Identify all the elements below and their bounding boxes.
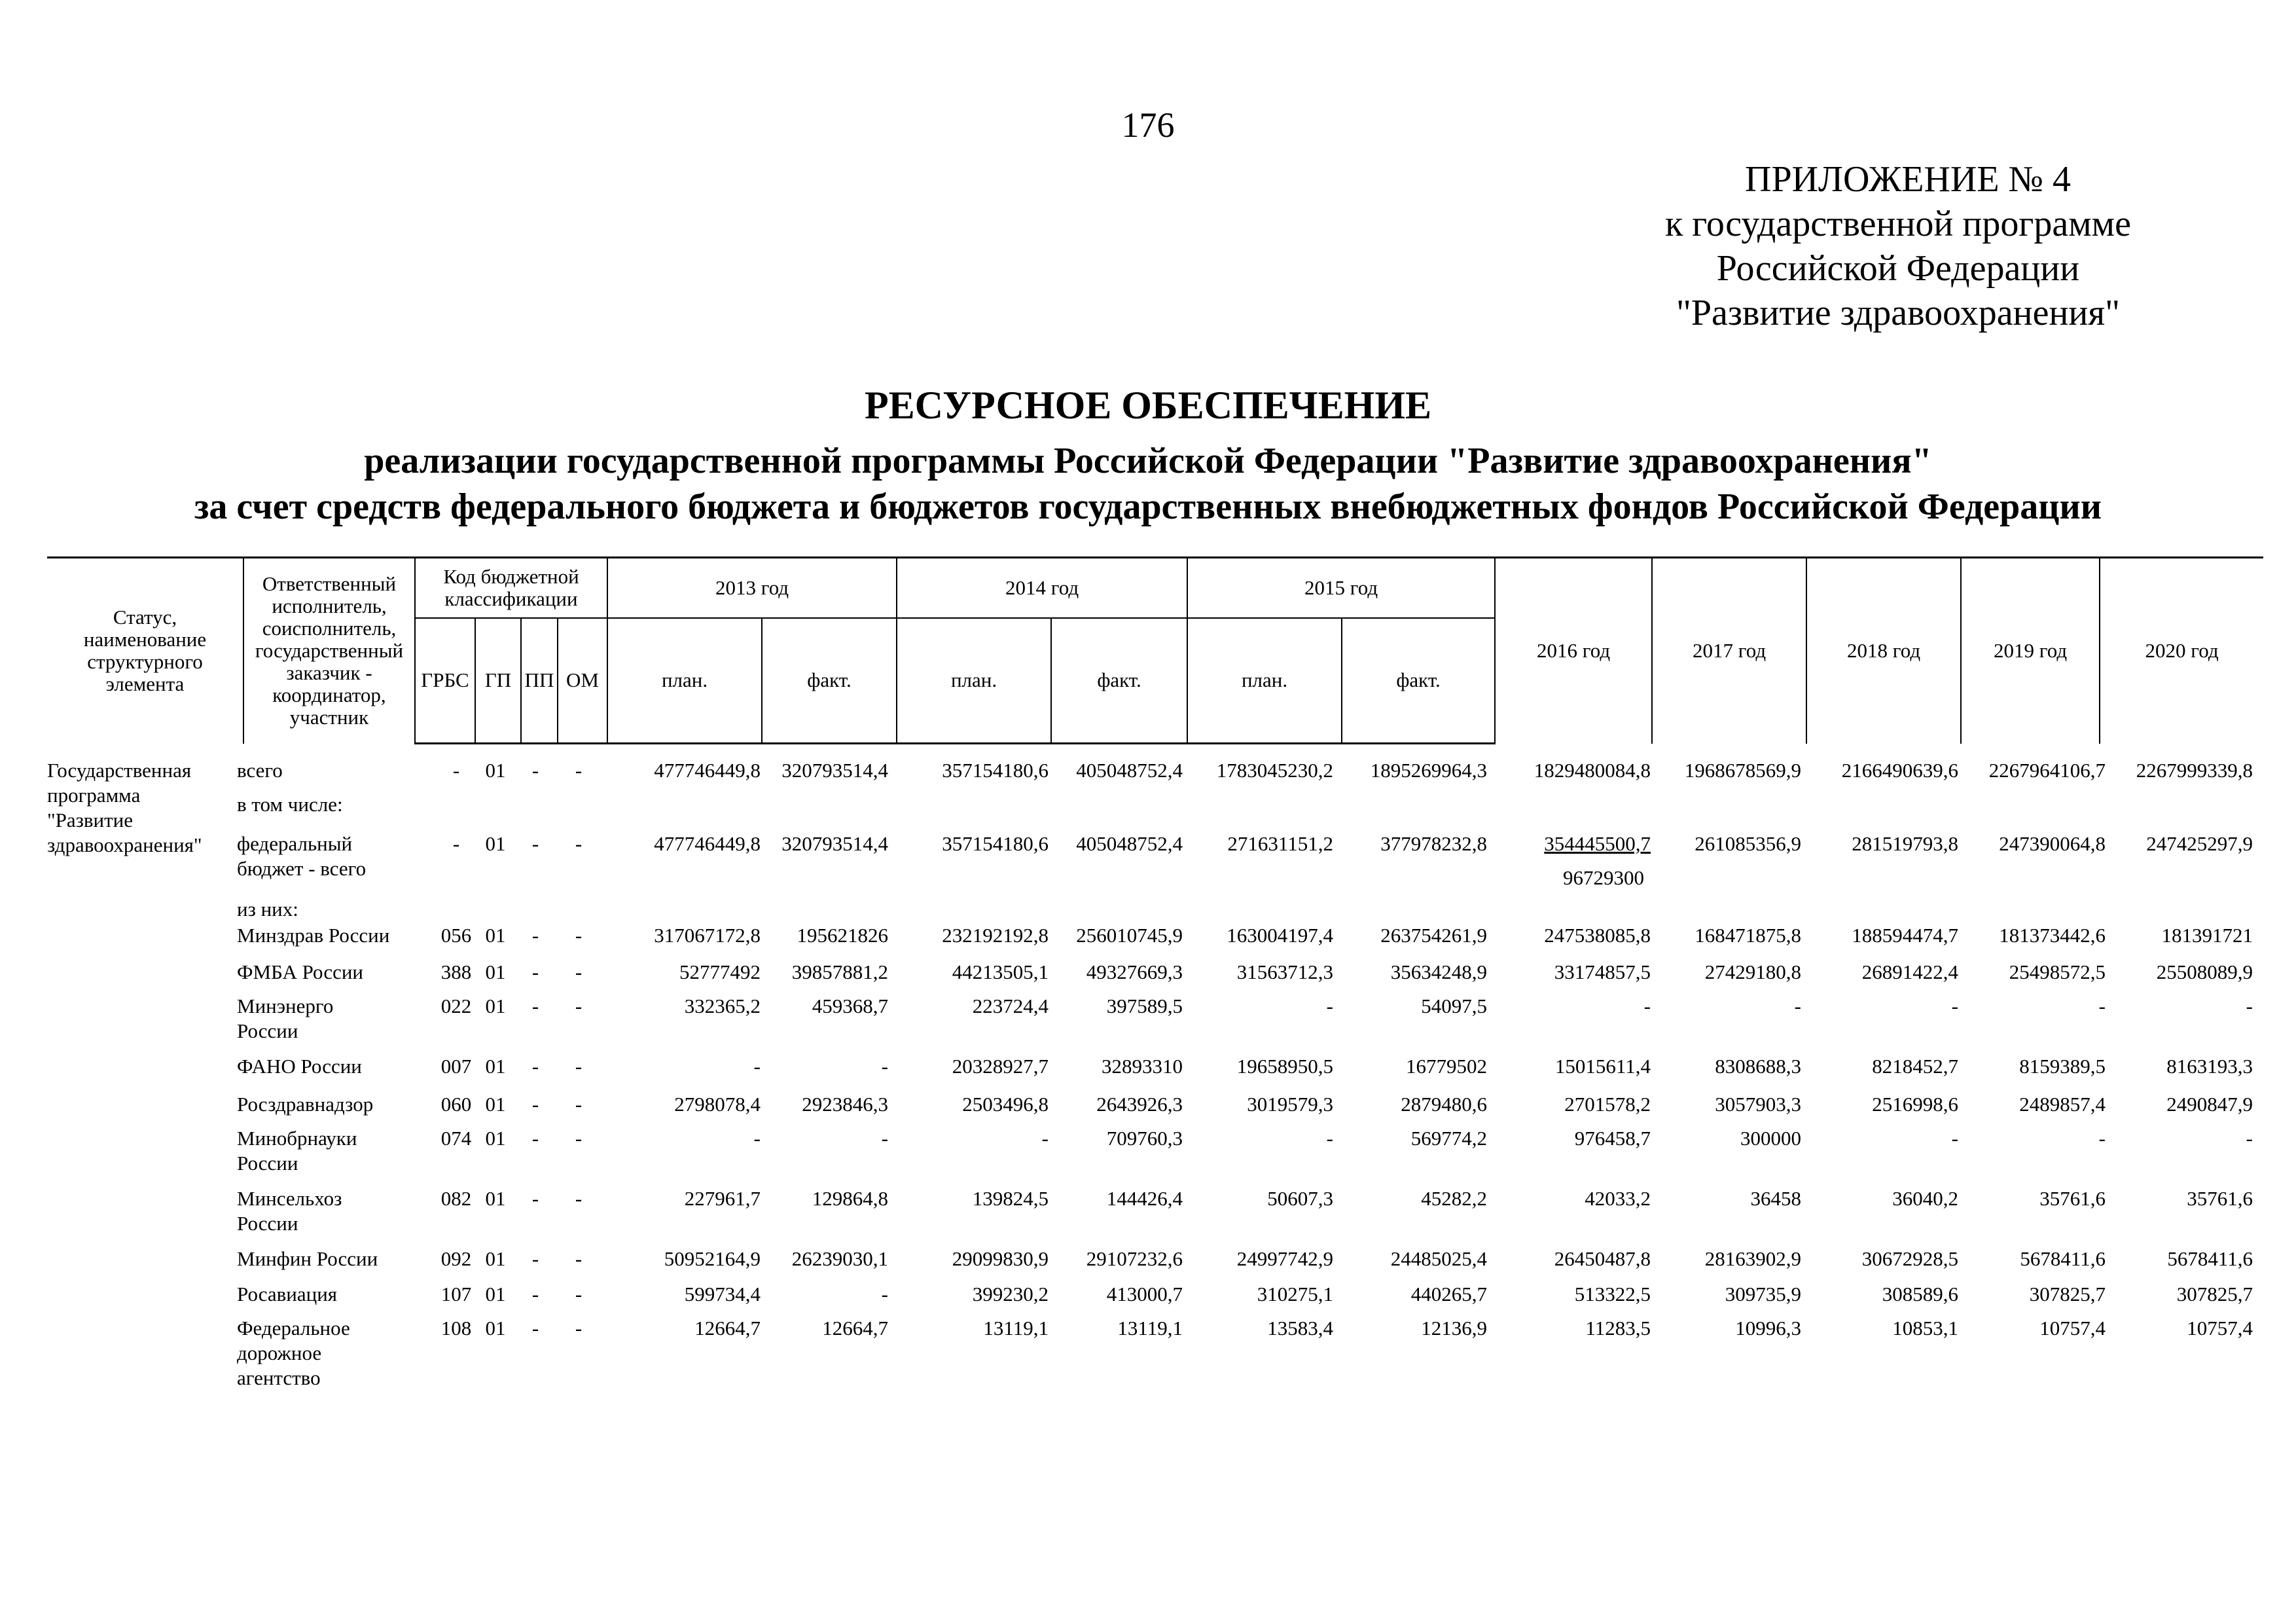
- cell-value: 188594474,7: [1852, 924, 1958, 947]
- cell-gp: 01: [485, 1317, 506, 1340]
- cell-value: 440265,7: [1410, 1283, 1487, 1305]
- cell-value: 5678411,6: [2020, 1247, 2106, 1270]
- cell-grbs: 108: [440, 1317, 472, 1340]
- cell-grbs: 060: [440, 1093, 472, 1116]
- cell-value: 2267964106,7: [1988, 759, 2106, 782]
- appendix-block: [1571, 157, 2225, 335]
- cell-value: 2798078,4: [674, 1093, 761, 1116]
- cell-value: 26239030,1: [791, 1247, 888, 1270]
- col-2017: 2017 год: [1652, 558, 1806, 744]
- col-executor: Ответственный исполнитель, соисполнитель, государственный заказчик - координатор, участник: [243, 558, 415, 744]
- cell-om: -: [575, 1055, 583, 1078]
- cell-pp: -: [531, 1283, 539, 1305]
- col-2013-plan: план.: [607, 618, 762, 744]
- cell-value: 12136,9: [1421, 1317, 1487, 1340]
- cell-value: 25498572,5: [2009, 960, 2106, 983]
- cell-value: 223724,4: [972, 994, 1049, 1017]
- cell-value: -: [1951, 1127, 1958, 1150]
- cell-value: 308589,6: [1882, 1283, 1958, 1305]
- cell-value: 307825,7: [2029, 1283, 2106, 1305]
- cell-value: 513322,5: [1574, 1283, 1651, 1305]
- cell-gp: 01: [485, 759, 506, 782]
- cell-value: 10853,1: [1892, 1317, 1958, 1340]
- cell-value: -: [1326, 1127, 1333, 1150]
- cell-om: -: [575, 1247, 583, 1270]
- cell-pp: -: [531, 924, 539, 947]
- cell-value: 44213505,1: [952, 960, 1049, 983]
- cell-pp: -: [531, 994, 539, 1017]
- executor-name: Минсельхоз России: [237, 1187, 342, 1235]
- cell-om: -: [575, 1093, 583, 1116]
- cell-value: -: [881, 1283, 888, 1305]
- cell-value: 35761,6: [2187, 1187, 2253, 1210]
- cell-om: -: [575, 759, 583, 782]
- cell-value: 26891422,4: [1861, 960, 1958, 983]
- cell-grbs: 074: [440, 1127, 472, 1150]
- cell-pp: -: [531, 1247, 539, 1270]
- cell-value: 36040,2: [1892, 1187, 1958, 1210]
- cell-value: 5678411,6: [2167, 1247, 2253, 1270]
- cell-value: 2879480,6: [1401, 1093, 1487, 1116]
- cell-pp: -: [531, 759, 539, 782]
- cell-value: 354445500,7: [1544, 832, 1651, 855]
- cell-pp: -: [531, 1187, 539, 1210]
- cell-om: -: [575, 1317, 583, 1340]
- cell-value: 10757,4: [2187, 1317, 2253, 1340]
- cell-value: 377978232,8: [1380, 832, 1487, 855]
- document-subtitle-2: за счет средств федерального бюджета и бюджетов государственных внебюджетных фондов Российской Федерации: [194, 486, 2102, 527]
- page-number: 176: [1121, 105, 1175, 145]
- cell-grbs: 092: [440, 1247, 472, 1270]
- status-line: Государственная: [47, 759, 192, 782]
- col-2014: 2014 год: [897, 558, 1187, 618]
- cell-om: -: [575, 960, 583, 983]
- cell-value: 10996,3: [1735, 1317, 1801, 1340]
- cell-value: 129864,8: [812, 1187, 888, 1210]
- cell-value: 397589,5: [1106, 994, 1183, 1017]
- cell-value: 10757,4: [2039, 1317, 2106, 1340]
- cell-grbs: 007: [440, 1055, 472, 1078]
- col-2018: 2018 год: [1806, 558, 1961, 744]
- cell-value: 2516998,6: [1872, 1093, 1958, 1116]
- col-2014-fact: факт.: [1051, 618, 1187, 744]
- cell-gp: 01: [485, 994, 506, 1017]
- col-2013: 2013 год: [607, 558, 897, 618]
- executor-name: в том числе:: [237, 793, 343, 816]
- cell-value: 50607,3: [1267, 1187, 1333, 1210]
- cell-value: 8163193,3: [2166, 1055, 2253, 1078]
- cell-value: 29107232,6: [1086, 1247, 1183, 1270]
- cell-value: 54097,5: [1421, 994, 1487, 1017]
- col-2019: 2019 год: [1961, 558, 2100, 744]
- executor-name: ФМБА России: [237, 960, 364, 983]
- cell-value: 50952164,9: [664, 1247, 761, 1270]
- cell-value: 3057903,3: [1715, 1093, 1801, 1116]
- cell-value: -: [1643, 994, 1651, 1017]
- cell-value: -: [2246, 1127, 2253, 1150]
- cell-value: 1783045230,2: [1216, 759, 1333, 782]
- cell-value: 13119,1: [1117, 1317, 1183, 1340]
- cell-value: 247538085,8: [1544, 924, 1651, 947]
- cell-grbs: -: [452, 759, 460, 782]
- cell-grbs: 107: [440, 1283, 472, 1305]
- executor-name: ФАНО России: [237, 1055, 362, 1078]
- cell-om: -: [575, 924, 583, 947]
- cell-value: 33174857,5: [1554, 960, 1651, 983]
- cell-value: 307825,7: [2176, 1283, 2253, 1305]
- cell-value: 459368,7: [812, 994, 888, 1017]
- cell-value: -: [1794, 994, 1801, 1017]
- executor-name: федеральный бюджет - всего: [237, 832, 367, 880]
- cell-pp: -: [531, 1093, 539, 1116]
- cell-value: 13583,4: [1267, 1317, 1333, 1340]
- cell-value: 11283,5: [1585, 1317, 1651, 1340]
- cell-value: 2643926,3: [1096, 1093, 1183, 1116]
- cell-value: 599734,4: [684, 1283, 761, 1305]
- cell-grbs: 056: [440, 924, 472, 947]
- cell-value: 1968678569,9: [1684, 759, 1801, 782]
- cell-value: 357154180,6: [942, 759, 1049, 782]
- col-2014-plan: план.: [897, 618, 1051, 744]
- cell-value: 30672928,5: [1861, 1247, 1958, 1270]
- cell-value: 181391721: [2161, 924, 2253, 947]
- cell-value: 320793514,4: [781, 832, 888, 855]
- cell-value: 19658950,5: [1236, 1055, 1333, 1078]
- cell-om: -: [575, 1127, 583, 1150]
- cell-value: 405048752,4: [1076, 832, 1183, 855]
- cell-grbs: -: [452, 832, 460, 855]
- appendix-title: ПРИЛОЖЕНИЕ № 4: [1745, 159, 2071, 200]
- cell-value: 357154180,6: [942, 832, 1049, 855]
- cell-value-annotation: 96729300: [1563, 866, 1644, 889]
- cell-gp: 01: [485, 1127, 506, 1150]
- document-subtitle-1: реализации государственной программы Российской Федерации "Развитие здравоохранения": [364, 441, 1932, 481]
- col-pp: ПП: [521, 618, 558, 744]
- cell-value: 477746449,8: [654, 759, 761, 782]
- cell-value: -: [2098, 994, 2106, 1017]
- executor-name: Минздрав России: [237, 924, 390, 947]
- cell-value: 45282,2: [1421, 1187, 1487, 1210]
- cell-gp: 01: [485, 924, 506, 947]
- executor-name: Минобрнауки России: [237, 1127, 357, 1175]
- cell-value: 8308688,3: [1715, 1055, 1801, 1078]
- cell-value: 261085356,9: [1695, 832, 1801, 855]
- cell-value: 13119,1: [983, 1317, 1049, 1340]
- cell-value: 232192192,8: [942, 924, 1049, 947]
- cell-grbs: 082: [440, 1187, 472, 1210]
- cell-om: -: [575, 1283, 583, 1305]
- cell-value: -: [1326, 994, 1333, 1017]
- cell-value: 317067172,8: [654, 924, 761, 947]
- cell-value: -: [881, 1127, 888, 1150]
- cell-value: 1829480084,8: [1534, 759, 1651, 782]
- cell-value: 16779502: [1406, 1055, 1487, 1078]
- executor-name: Минэнерго России: [237, 994, 334, 1042]
- executor-name: Росздравнадзор: [237, 1093, 374, 1116]
- cell-value: 195621826: [797, 924, 888, 947]
- cell-value: 144426,4: [1106, 1187, 1183, 1210]
- executor-name: из них:: [237, 898, 298, 921]
- cell-gp: 01: [485, 1093, 506, 1116]
- cell-value: 2490847,9: [2166, 1093, 2253, 1116]
- cell-value: 263754261,9: [1380, 924, 1487, 947]
- appendix-line-2: Российской Федерации: [1716, 248, 2080, 289]
- cell-value: -: [881, 1055, 888, 1078]
- cell-value: -: [1041, 1127, 1049, 1150]
- cell-value: 247390064,8: [1999, 832, 2106, 855]
- cell-value: 32893310: [1102, 1055, 1183, 1078]
- cell-value: 256010745,9: [1076, 924, 1183, 947]
- col-2015-plan: план.: [1187, 618, 1342, 744]
- cell-value: 227961,7: [684, 1187, 761, 1210]
- appendix-line-1: к государственной программе: [1665, 204, 2131, 244]
- cell-value: -: [2098, 1127, 2106, 1150]
- cell-pp: -: [531, 1055, 539, 1078]
- status-cell: [47, 758, 217, 858]
- col-2020: 2020 год: [2100, 558, 2263, 744]
- cell-value: 3019579,3: [1247, 1093, 1333, 1116]
- cell-value: 12664,7: [694, 1317, 761, 1340]
- document-title: РЕСУРСНОЕ ОБЕСПЕЧЕНИЕ: [864, 384, 1432, 427]
- cell-value: 52777492: [679, 960, 761, 983]
- cell-value: 709760,3: [1106, 1127, 1183, 1150]
- cell-om: -: [575, 1187, 583, 1210]
- cell-value: 42033,2: [1585, 1187, 1651, 1210]
- cell-gp: 01: [485, 832, 506, 855]
- cell-value: 24997742,9: [1236, 1247, 1333, 1270]
- col-om: ОМ: [558, 618, 607, 744]
- cell-value: -: [1951, 994, 1958, 1017]
- cell-value: 20328927,7: [952, 1055, 1049, 1078]
- cell-pp: -: [531, 1317, 539, 1340]
- executor-name: всего: [237, 759, 283, 782]
- cell-value: 271631151,2: [1227, 832, 1333, 855]
- col-budget-code: Код бюджетной классификации: [415, 558, 607, 618]
- col-2015-fact: факт.: [1342, 618, 1495, 744]
- col-2013-fact: факт.: [762, 618, 897, 744]
- table-header: [47, 556, 2263, 744]
- cell-value: 2267999339,8: [2136, 759, 2253, 782]
- cell-value: -: [753, 1127, 761, 1150]
- cell-value: -: [2246, 994, 2253, 1017]
- cell-value: 405048752,4: [1076, 759, 1183, 782]
- executor-name: Росавиация: [237, 1283, 338, 1305]
- cell-value: 413000,7: [1106, 1283, 1183, 1305]
- executor-name: Минфин России: [237, 1247, 378, 1270]
- cell-value: 2489857,4: [2019, 1093, 2106, 1116]
- cell-value: 35761,6: [2039, 1187, 2106, 1210]
- cell-value: 332365,2: [684, 994, 761, 1017]
- cell-pp: -: [531, 832, 539, 855]
- cell-gp: 01: [485, 1187, 506, 1210]
- cell-value: 35634248,9: [1390, 960, 1487, 983]
- col-gp: ГП: [475, 618, 521, 744]
- cell-value: 320793514,4: [781, 759, 888, 782]
- cell-value: 477746449,8: [654, 832, 761, 855]
- cell-value: 163004197,4: [1227, 924, 1333, 947]
- cell-value: 39857881,2: [791, 960, 888, 983]
- col-2016: 2016 год: [1495, 558, 1652, 744]
- cell-value: 29099830,9: [952, 1247, 1049, 1270]
- status-line: "Развитие: [47, 809, 134, 831]
- cell-value: 25508089,9: [2156, 960, 2253, 983]
- cell-gp: 01: [485, 1283, 506, 1305]
- cell-om: -: [575, 832, 583, 855]
- col-2015: 2015 год: [1187, 558, 1495, 618]
- cell-value: 49327669,3: [1086, 960, 1183, 983]
- cell-value: 1895269964,3: [1370, 759, 1487, 782]
- cell-grbs: 388: [440, 960, 472, 983]
- col-grbs: ГРБС: [415, 618, 475, 744]
- cell-om: -: [575, 994, 583, 1017]
- cell-value: 12664,7: [822, 1317, 888, 1340]
- cell-value: 309735,9: [1725, 1283, 1801, 1305]
- cell-value: 976458,7: [1574, 1127, 1651, 1150]
- cell-value: 281519793,8: [1852, 832, 1958, 855]
- cell-value: 36458: [1750, 1187, 1801, 1210]
- cell-value: 310275,1: [1257, 1283, 1333, 1305]
- appendix-line-3: "Развитие здравоохранения": [1676, 293, 2121, 333]
- cell-value: 2923846,3: [802, 1093, 888, 1116]
- status-line: здравоохранения": [47, 833, 202, 856]
- cell-value: 139824,5: [972, 1187, 1049, 1210]
- executor-name: Федеральное дорожное агентство: [237, 1317, 350, 1389]
- cell-value: 569774,2: [1410, 1127, 1487, 1150]
- cell-value: 15015611,4: [1554, 1055, 1651, 1078]
- cell-gp: 01: [485, 1055, 506, 1078]
- cell-gp: 01: [485, 1247, 506, 1270]
- cell-value: 300000: [1740, 1127, 1801, 1150]
- cell-value: 168471875,8: [1695, 924, 1801, 947]
- cell-value: 399230,2: [972, 1283, 1049, 1305]
- cell-value: 8159389,5: [2019, 1055, 2106, 1078]
- cell-gp: 01: [485, 960, 506, 983]
- cell-pp: -: [531, 960, 539, 983]
- cell-value: 31563712,3: [1236, 960, 1333, 983]
- cell-value: 2701578,2: [1564, 1093, 1651, 1116]
- cell-value: 2503496,8: [962, 1093, 1049, 1116]
- cell-value: -: [753, 1055, 761, 1078]
- col-status: Статус, наименование структурного элемента: [47, 558, 243, 744]
- cell-value: 8218452,7: [1872, 1055, 1958, 1078]
- status-line: программа: [47, 784, 141, 807]
- cell-value: 181373442,6: [1999, 924, 2106, 947]
- cell-value: 2166490639,6: [1841, 759, 1958, 782]
- cell-value: 28163902,9: [1704, 1247, 1801, 1270]
- cell-value: 24485025,4: [1390, 1247, 1487, 1270]
- cell-value: 27429180,8: [1704, 960, 1801, 983]
- cell-pp: -: [531, 1127, 539, 1150]
- cell-value: 26450487,8: [1554, 1247, 1651, 1270]
- cell-value: 247425297,9: [2146, 832, 2253, 855]
- cell-grbs: 022: [440, 994, 472, 1017]
